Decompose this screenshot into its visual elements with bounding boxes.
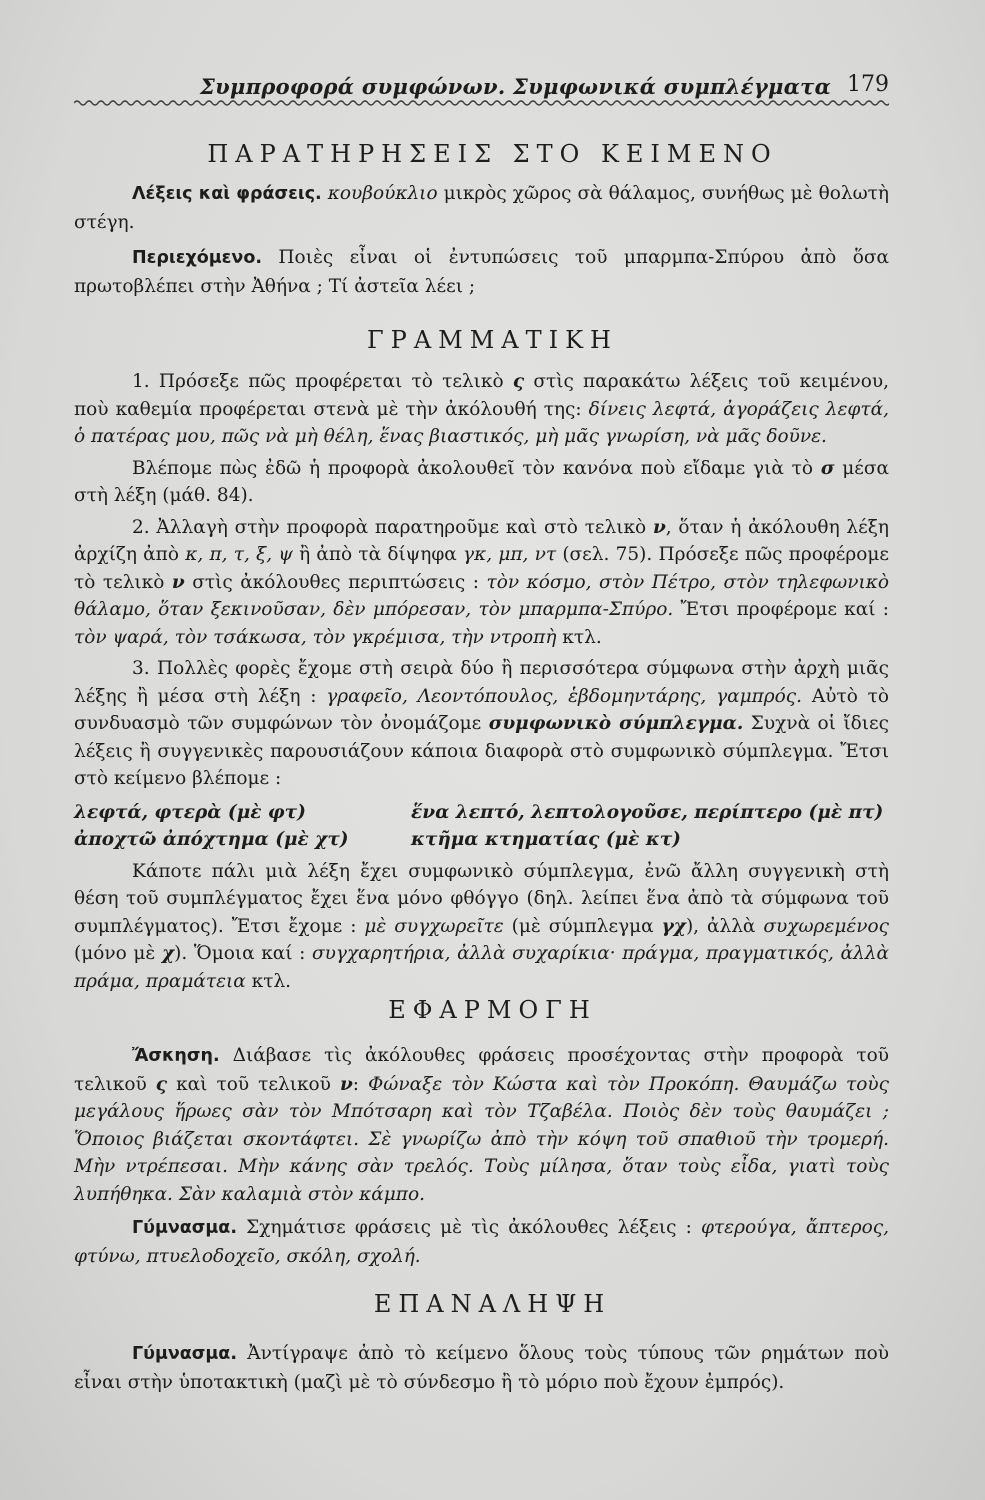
p3-letter-n: ν [652, 516, 666, 538]
section-title-application: ΕΦΑΡΜΟΓΗ [388, 996, 597, 1024]
askisi-examples: Φώναξε τὸν Κώστα καὶ τὸν Προκόπη. Θαυμάζω τοὺς μεγάλους ἥρωες σὰν τὸν Μπότσαρη καὶ τὸν Τζαβέλα. Ποιὸς δὲν τοὺς θαυμάζει ; Ὅποιος βιάζεται σκοντάφτει. Σὲ γνωρίζω ἀπὸ τὴν κόψη τοῦ σπαθιοῦ τὴν τρομερή. Μὴν ντρέπεσαι. Μὴν κάνης σὰν τρελός. Τοὺς μίλησα, ὅταν τοὺς εἶδα, γιατὶ τοὺς λυπήθηκα. Σὰν καλαμιὰ στὸν κάμπο. [74, 1073, 889, 1205]
gymnasma-2-label: Γύμνασμα. [132, 1344, 237, 1364]
p4-examples: γραφεῖο, Λεοντόπουλος, ἑβδομηντάρης, γαμπρός. [326, 685, 803, 707]
p2-letter-s: σ [820, 457, 835, 479]
section-title-review: ΕΠΑΝΑΛΗΨΗ [373, 1290, 612, 1318]
p3-text-1: 2. Ἀλλαγὴ στὴν προφορὰ παρατηροῦμε καὶ στὸ τελικὸ [132, 516, 653, 538]
periexomeno-paragraph [74, 244, 889, 300]
lexeis-paragraph [74, 180, 889, 236]
p5-text-2: (μὲ σύμπλεγμα [503, 915, 662, 937]
p5-example-2: συχωρεμένος [763, 915, 890, 937]
askisi-text-1: Διάβασε τὶς ἀκόλουθες φράσεις προσέχοντας στὴν προφορὰ τοῦ τελικοῦ [74, 1045, 889, 1095]
p3-text-6: Ἔτσι προφέρομε καί : [673, 599, 890, 620]
review-block [74, 1340, 889, 1396]
p3-examples: τὸν κόσμο, στὸν Πέτρο, στὸν τηλεφωνικὸ θάλαμο, ὅταν ξεκινοῦσαν, δὲν μπόρεσαν, τὸν μπαρμπα-Σπύρο. [74, 571, 889, 620]
p5-text-6: κτλ. [245, 970, 292, 992]
grammar-paragraph-2 [74, 455, 889, 510]
grammar-paragraph-1 [74, 368, 889, 451]
gymnasma-2-text: Ἀντίγραψε ἀπὸ τὸ κείμενο ὅλους τοὺς τύπους τῶν ρημάτων ποὺ εἶναι στὴν ὑποτακτικὴ (μαζὶ μὲ τὸ σύνδεσμο ἢ τὸ μόριο ποὺ ἔχουν ἐμπρός). [74, 1343, 889, 1393]
p2-text-2: μέσα στὴ λέξη (μάθ. 84). [74, 457, 889, 506]
wavy-rule [74, 98, 889, 108]
p4-text-3: Συχνὰ οἱ ἴδιες λέξεις ἢ συγγενικὲς παρουσιάζουν κάποια διαφορὰ στὸ συμφωνικὸ σύμπλεγμα. Ἔτσι στὸ κείμενο βλέπομε : [74, 713, 890, 789]
example-r2-left: ἀποχτῶ ἀπόχτημα (μὲ χτ) [74, 829, 349, 850]
p5-text-5: ). Ὅμοια καί : [174, 943, 313, 964]
periexomeno-label: Περιεχόμενο. [132, 248, 262, 268]
p5-text-4: (μόνο μὲ [74, 943, 162, 964]
grammar-paragraph-5 [74, 858, 889, 996]
application-block [74, 1042, 889, 1270]
askisi-label: Ἄσκηση. [132, 1046, 220, 1066]
p3-letter-n2: ν [171, 571, 185, 593]
example-row-2 [74, 826, 889, 854]
p4-term: συμφωνικὸ σύμπλεγμα. [488, 713, 744, 734]
p4-text-2: Αὐτὸ τὸ συνδυασμὸ τῶν συμφώνων τὸν ὀνομάζομε [74, 685, 889, 734]
periexomeno-text: Ποιὲς εἶναι οἱ ἐντυπώσεις τοῦ μπαρμπα-Σπύρου ἀπὸ ὅσα πρωτοβλέπει στὴν Ἀθήνα ; Τί ἀστεῖα λέει ; [74, 247, 889, 297]
example-r1-right: ἕνα λεπτό, λεπτολογοῦσε, περίπτερο (μὲ πτ) [411, 801, 884, 823]
p5-example-1: μὲ συγχωρεῖτε [364, 915, 504, 937]
gymnasma-2-paragraph [74, 1340, 889, 1396]
p5-text-1: Κάποτε πάλι μιὰ λέξη ἔχει συμφωνικὸ σύμπλεγμα, ἐνῶ ἄλλη συγγενικὴ στὴ θέση τοῦ συμπλέγματος ἔχει ἕνα μόνο φθόγγο (δηλ. λείπει ἕνα ἀπὸ τὰ σύμφωνα τοῦ συμπλέγματος). Ἔτσι ἔχομε : [74, 860, 889, 937]
askisi-letter-n: ν [339, 1073, 353, 1095]
grammar-paragraph-4 [74, 655, 889, 793]
p3-examples-2: τὸν ψαρά, τὸν τσάκωσα, τὸν γκρέμισα, τὴν ντροπὴ [74, 626, 557, 648]
lexeis-term: κουβούκλιο [327, 183, 438, 204]
gymnasma-1-text: Σχημάτισε φράσεις μὲ τὶς ἀκόλουθες λέξεις : [236, 1217, 701, 1238]
p3-text-7: κτλ. [556, 626, 602, 648]
askisi-letter-s: ς [155, 1073, 168, 1095]
askisi-text-3: : [352, 1073, 369, 1095]
page-number: 179 [847, 72, 889, 97]
p1-examples: δίνεις λεφτά, ἀγοράζεις λεφτά, ὁ πατέρας μου, πῶς νὰ μὴ θέλη, ἕνας βιαστικός, μὴ μᾶς γνωρίση, νὰ μᾶς δοῦνε. [74, 398, 889, 447]
p5-example-3: συγχαρητήρια, ἀλλὰ συχαρίκια· πράγμα, πραγματικός, ἀλλὰ πράμα, πραμάτεια [74, 943, 889, 992]
p5-cluster-2: χ [161, 943, 175, 964]
p2-text-1: Βλέπομε πὼς ἐδῶ ἡ προφορὰ ἀκολουθεῖ τὸν κανόνα ποὺ εἴδαμε γιὰ τὸ [132, 457, 821, 479]
p1-text-1: 1. Πρόσεξε πῶς προφέρεται τὸ τελικὸ [132, 371, 513, 392]
p3-digraphs: γκ, μπ, ντ [463, 544, 557, 565]
example-r1-left: λεφτά, φτερὰ (μὲ φτ) [74, 801, 306, 823]
observations-block [74, 180, 889, 300]
running-head-title: Συμπροφορά συμφώνων. Συμφωνικά συμπλέγματα [200, 74, 832, 99]
p3-text-4: (σελ. 75). Πρόσεξε πῶς προφέρομε τὸ τελικὸ [74, 544, 889, 593]
example-row-1 [74, 799, 889, 827]
lexeis-text: μικρὸς χῶρος σὰ θάλαμος, συνήθως μὲ θολωτὴ στέγη. [74, 183, 889, 233]
section-title-grammar: ΓΡΑΜΜΑΤΙΚΗ [367, 326, 618, 354]
p1-text-2: στὶς παρακάτω λέξεις τοῦ κειμένου, ποὺ καθεμία προφέρεται στενὰ μὲ τὴν ἀκόλουθή της: [74, 371, 889, 420]
p3-text-2: , ὅταν ἡ ἀκόλουθη λέξη ἀρχίζη ἀπὸ [74, 516, 889, 565]
p5-cluster-1: γχ [661, 915, 686, 937]
p3-text-5: στὶς ἀκόλουθες περιπτώσεις : [184, 571, 487, 593]
gymnasma-1-examples: φτερούγα, ἄπτερος, φτύνω, πτυελοδοχεῖο, σκόλη, σχολή. [74, 1217, 889, 1267]
grammar-block [74, 368, 889, 995]
p3-letters: κ, π, τ, ξ, ψ [185, 544, 293, 565]
grammar-paragraph-3 [74, 514, 889, 652]
lexeis-label: Λέξεις καὶ φράσεις. [132, 184, 322, 204]
askisi-paragraph [74, 1042, 889, 1208]
gymnasma-1-paragraph [74, 1214, 889, 1270]
example-r2-right: κτῆμα κτηματίας (μὲ κτ) [411, 829, 681, 850]
example-table [74, 799, 889, 854]
section-title-observations: ΠΑΡΑΤΗΡΗΣΕΙΣ ΣΤΟ ΚΕΙΜΕΝΟ [207, 140, 778, 168]
p3-text-3: ἢ ἀπὸ τὰ δίψηφα [292, 544, 464, 565]
p1-letter-s: ς [512, 371, 525, 392]
askisi-text-2: καὶ τοῦ τελικοῦ [167, 1073, 340, 1095]
p4-text-1: 3. Πολλὲς φορὲς ἔχομε στὴ σειρὰ δύο ἢ περισσότερα σύμφωνα στὴν ἀρχὴ μιᾶς λέξης ἢ μέσα στὴ λέξη : [74, 658, 889, 707]
gymnasma-1-label: Γύμνασμα. [132, 1218, 237, 1238]
p5-text-3: ), ἀλλὰ [685, 915, 764, 937]
